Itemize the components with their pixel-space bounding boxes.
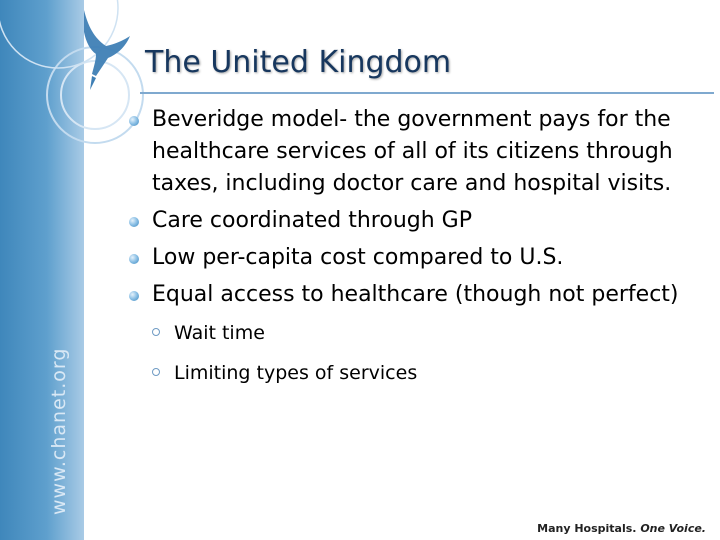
ring-bullet-icon — [152, 328, 160, 336]
dove-logo-icon — [0, 0, 140, 100]
slide-title: The United Kingdom — [145, 45, 452, 80]
bullet-item-access — [126, 279, 686, 311]
sub-bullet-wait-time — [126, 319, 686, 347]
bullet-text: Equal access to healthcare (though not perfect) — [152, 282, 679, 307]
bullet-text: Care coordinated through GP — [152, 208, 472, 233]
sub-bullet-limiting-services — [126, 359, 686, 387]
bullet-item-cost — [126, 242, 686, 274]
footer-tagline — [537, 522, 706, 535]
tagline-emphasis: One Voice. — [640, 522, 706, 535]
bullet-item-gp — [126, 205, 686, 237]
circle-bullet-icon — [129, 217, 139, 227]
sub-bullet-text: Limiting types of services — [174, 362, 418, 384]
sub-bullet-text: Wait time — [174, 322, 265, 344]
bullet-item-beveridge — [126, 104, 686, 200]
title-underline — [140, 92, 714, 94]
ring-bullet-icon — [152, 368, 160, 376]
bullet-list — [126, 104, 686, 387]
bullet-text: Beveridge model- the government pays for the healthcare services of all of its citizens through taxes, including doctor care and hospital visits. — [152, 107, 673, 196]
website-url: www.chanet.org — [48, 347, 70, 515]
circle-bullet-icon — [129, 254, 139, 264]
tagline-main: Many Hospitals. — [537, 522, 637, 535]
circle-bullet-icon — [129, 291, 139, 301]
circle-bullet-icon — [129, 116, 139, 126]
bullet-text: Low per-capita cost compared to U.S. — [152, 245, 564, 270]
